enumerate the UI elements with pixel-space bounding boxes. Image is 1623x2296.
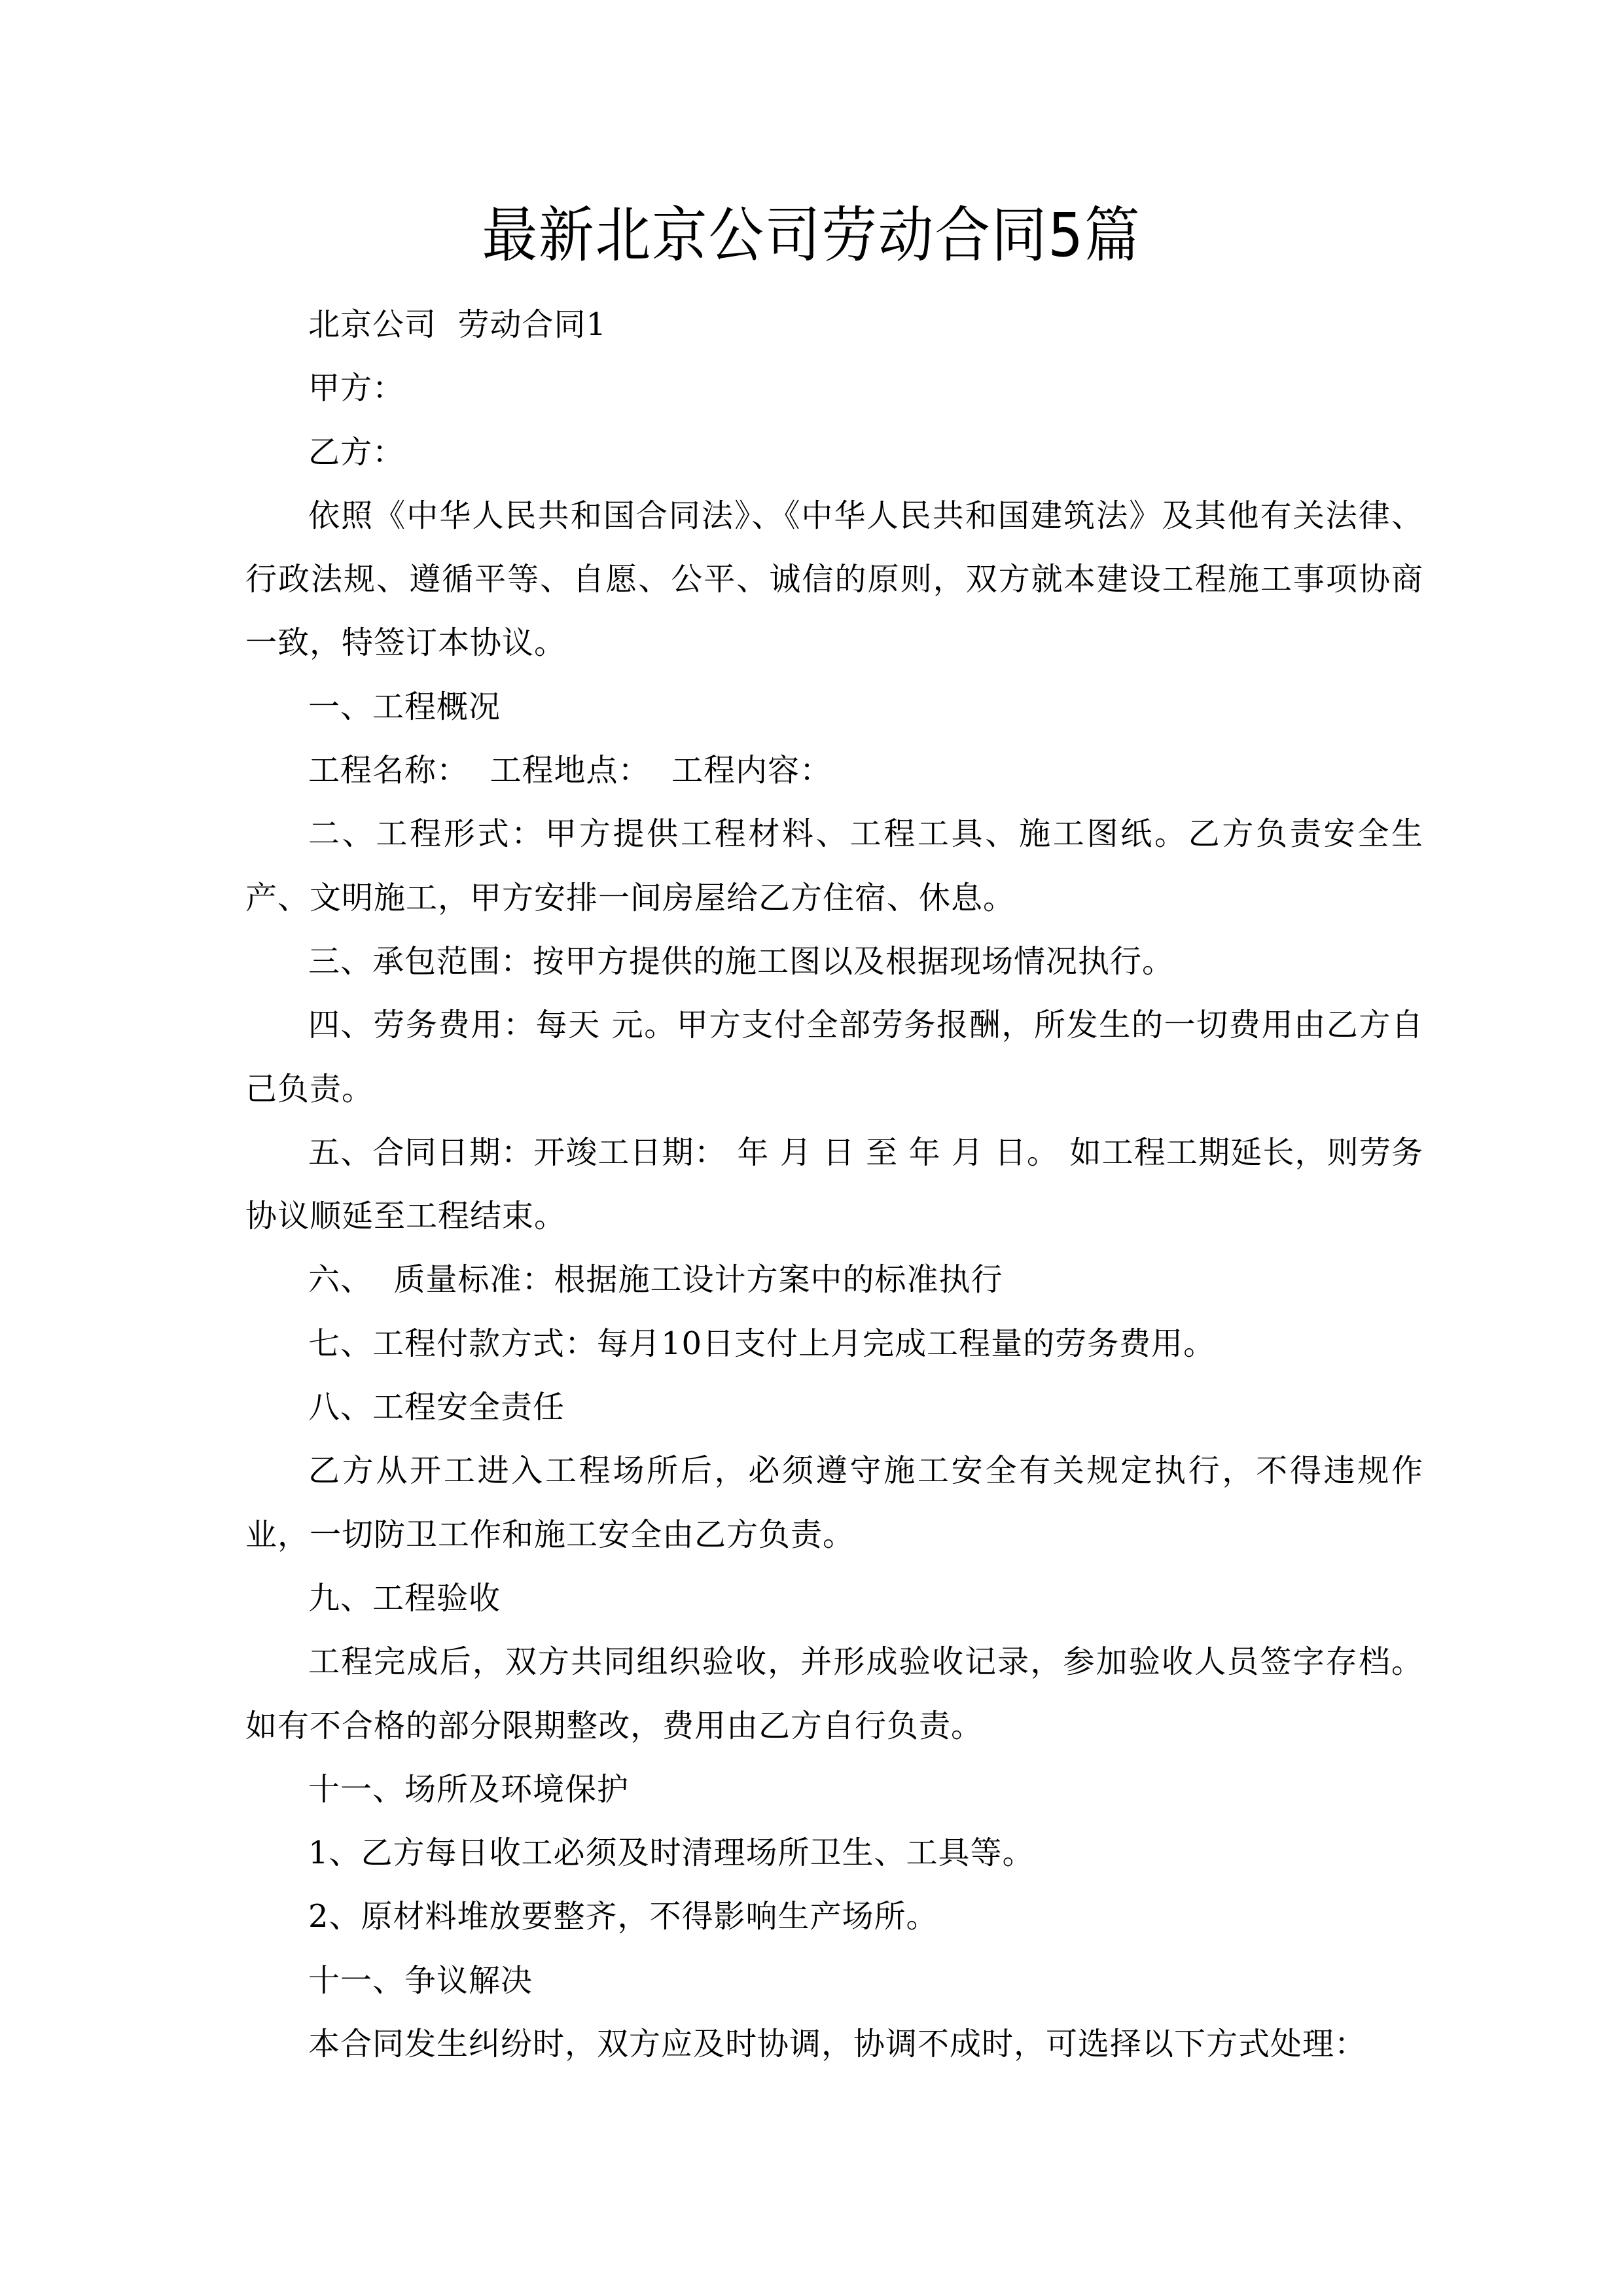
preamble-paragraph: 依照《中华人民共和国合同法》、《中华人民共和国建筑法》及其他有关法律、行政法规、遵循平等、自愿、公平、诚信的原则，双方就本建设工程施工事项协商一致，特签订本协议。 xyxy=(245,497,1423,662)
project-fields-line: 工程名称： 工程地点： 工程内容： xyxy=(308,752,832,789)
dispute-paragraph: 本合同发生纠纷时，双方应及时协调，协调不成时，可选择以下方式处理： xyxy=(308,2026,1367,2063)
clause-contract-dates: 五、合同日期：开竣工日期： 年 月 日 至 年 月 日。 如工程工期延长，则劳务协议顺延至工程结束。 xyxy=(245,1134,1423,1235)
contract-subtitle: 北京公司 劳动合同1 xyxy=(308,306,607,343)
environment-item-2: 2、原材料堆放要整齐，不得影响生产场所。 xyxy=(308,1898,938,1935)
document-title: 最新北京公司劳动合同5篇 xyxy=(482,200,1141,270)
acceptance-paragraph: 工程完成后，双方共同组织验收，并形成验收记录，参加验收人员签字存档。如有不合格的部分限期整改，费用由乙方自行负责。 xyxy=(245,1643,1423,1744)
clause-contract-scope: 三、承包范围：按甲方提供的施工图以及根据现场情况执行。 xyxy=(308,942,1175,980)
party-b-line: 乙方： xyxy=(308,433,405,471)
section-heading-acceptance: 九、工程验收 xyxy=(308,1579,501,1617)
section-heading-dispute: 十一、争议解决 xyxy=(308,1962,533,1999)
document-body xyxy=(245,293,1423,2076)
clause-quality-standard: 六、 质量标准：根据施工设计方案中的标准执行 xyxy=(308,1261,1003,1299)
environment-item-1: 1、乙方每日收工必须及时清理场所卫生、工具等。 xyxy=(308,1835,1035,1872)
safety-paragraph: 乙方从开工进入工程场所后，必须遵守施工安全有关规定执行，不得违规作业，一切防卫工作和施工安全由乙方负责。 xyxy=(245,1452,1423,1553)
section-heading-environment: 十一、场所及环境保护 xyxy=(308,1770,630,1808)
section-heading-project-overview: 一、工程概况 xyxy=(308,688,501,725)
clause-payment-method: 七、工程付款方式：每月10日支付上月完成工程量的劳务费用。 xyxy=(308,1325,1216,1362)
section-heading-safety: 八、工程安全责任 xyxy=(308,1389,565,1426)
clause-labor-fees: 四、劳务费用：每天 元。甲方支付全部劳务报酬，所发生的一切费用由乙方自己负责。 xyxy=(245,1007,1423,1107)
party-a-line: 甲方： xyxy=(308,370,405,407)
clause-project-form: 二、工程形式：甲方提供工程材料、工程工具、施工图纸。乙方负责安全生产、文明施工，甲方安排一间房屋给乙方住宿、休息。 xyxy=(245,816,1423,916)
